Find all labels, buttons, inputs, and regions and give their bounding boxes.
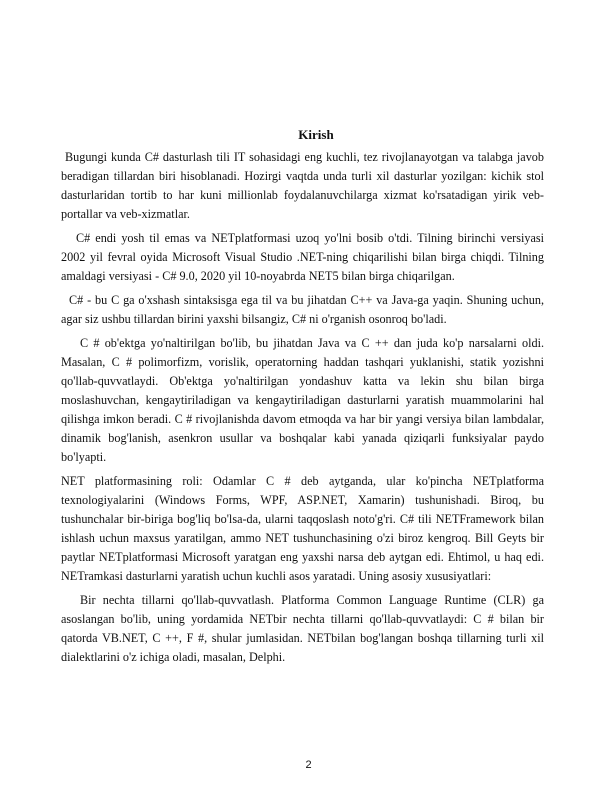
document-body <box>61 148 544 672</box>
paragraph-1: Bugungi kunda C# dasturlash tili IT sohasidagi eng kuchli, tez rivojlanayotgan va talabga javob beradigan tillardan biri hisoblanadi. Hozirgi vaqtda unda turli xil dasturlar yozilgan: kichik stol dasturlaridan tortib to har kuni millionlab foydalanuvchilarga xizmat ko'rsatadigan yirik veb-portallar va veb-xizmatlar. <box>61 150 544 221</box>
page-number-text: 2 <box>305 759 312 771</box>
paragraph-3: C# - bu C ga o'xshash sintaksisga ega til va bu jihatdan C++ va Java-ga yaqin. Shuning uchun, agar siz ushbu tillardan birini yaxshi bilsangiz, C# ni o'rganish osonroq bo'ladi. <box>61 293 544 326</box>
document-title <box>0 127 612 143</box>
paragraph-2: C# endi yosh til emas va NETplatformasi uzoq yo'lni bosib o'tdi. Tilning birinchi versiyasi 2002 yil fevral oyida Microsoft Visual Studio .NET-ning chiqarilishi bilan birga chiqdi. Tilning amaldagi versiyasi - C# 9.0, 2020 yil 10-noyabrda NET5 bilan birga chiqarilgan. <box>61 231 544 283</box>
paragraph-6: Bir nechta tillarni qo'llab-quvvatlash. Platforma Common Language Runtime (CLR) ga asoslangan bo'lib, uning yordamida NETbir nechta tillarni qo'llab-quvvatlaydi: C # bilan bir qatorda VB.NET, C ++, F #, shular jumlasidan. NETbilan bog'langan boshqa tillarning turli xil dialektlarini o'z ichiga oladi, masalan, Delphi. <box>61 593 544 664</box>
paragraph-5: NET platformasining roli: Odamlar C # deb aytganda, ular ko'pincha NETplatforma texnologiyalarini (Windows Forms, WPF, ASP.NET, Xamarin) tushunishadi. Biroq, bu tushunchalar bir-biriga bog'liq bo'lsa-da, ularni taqqoslash noto'g'ri. C# tili NETFramework bilan ishlash uchun maxsus yaratilgan, ammo NET tushunchasining o'zi biroz kengroq. Bill Geyts bir paytlar NETplatformasi Microsoft yaratgan eng yaxshi narsa deb aytgan edi. Ehtimol, u haq edi. NETramkasi dasturlarni yaratish uchun kuchli asos yaratadi. Uning asosiy xususiyatlari: <box>61 474 544 583</box>
page-number <box>0 759 612 771</box>
paragraph-4: C # ob'ektga yo'naltirilgan bo'lib, bu jihatdan Java va C ++ dan juda ko'p narsalarni oldi. Masalan, C # polimorfizm, vorislik, operatorning haddan tashqari yuklanishi, statik yozishni qo'llab-quvvatlaydi. Ob'ektga yo'naltirilgan yondashuv katta va lekin shu bilan birga moslashuvchan, kengaytiriladigan va kengaytiriladigan dasturlarni yaratish muammolarini hal qilishga imkon beradi. C # rivojlanishda davom etmoqda va har bir yangi versiya bilan lambdalar, dinamik bog'lanish, asenkron usullar va boshqalar kabi yanada qiziqarli funksiyalar paydo bo'lyapti. <box>61 336 544 464</box>
title-text: Kirish <box>298 127 334 142</box>
